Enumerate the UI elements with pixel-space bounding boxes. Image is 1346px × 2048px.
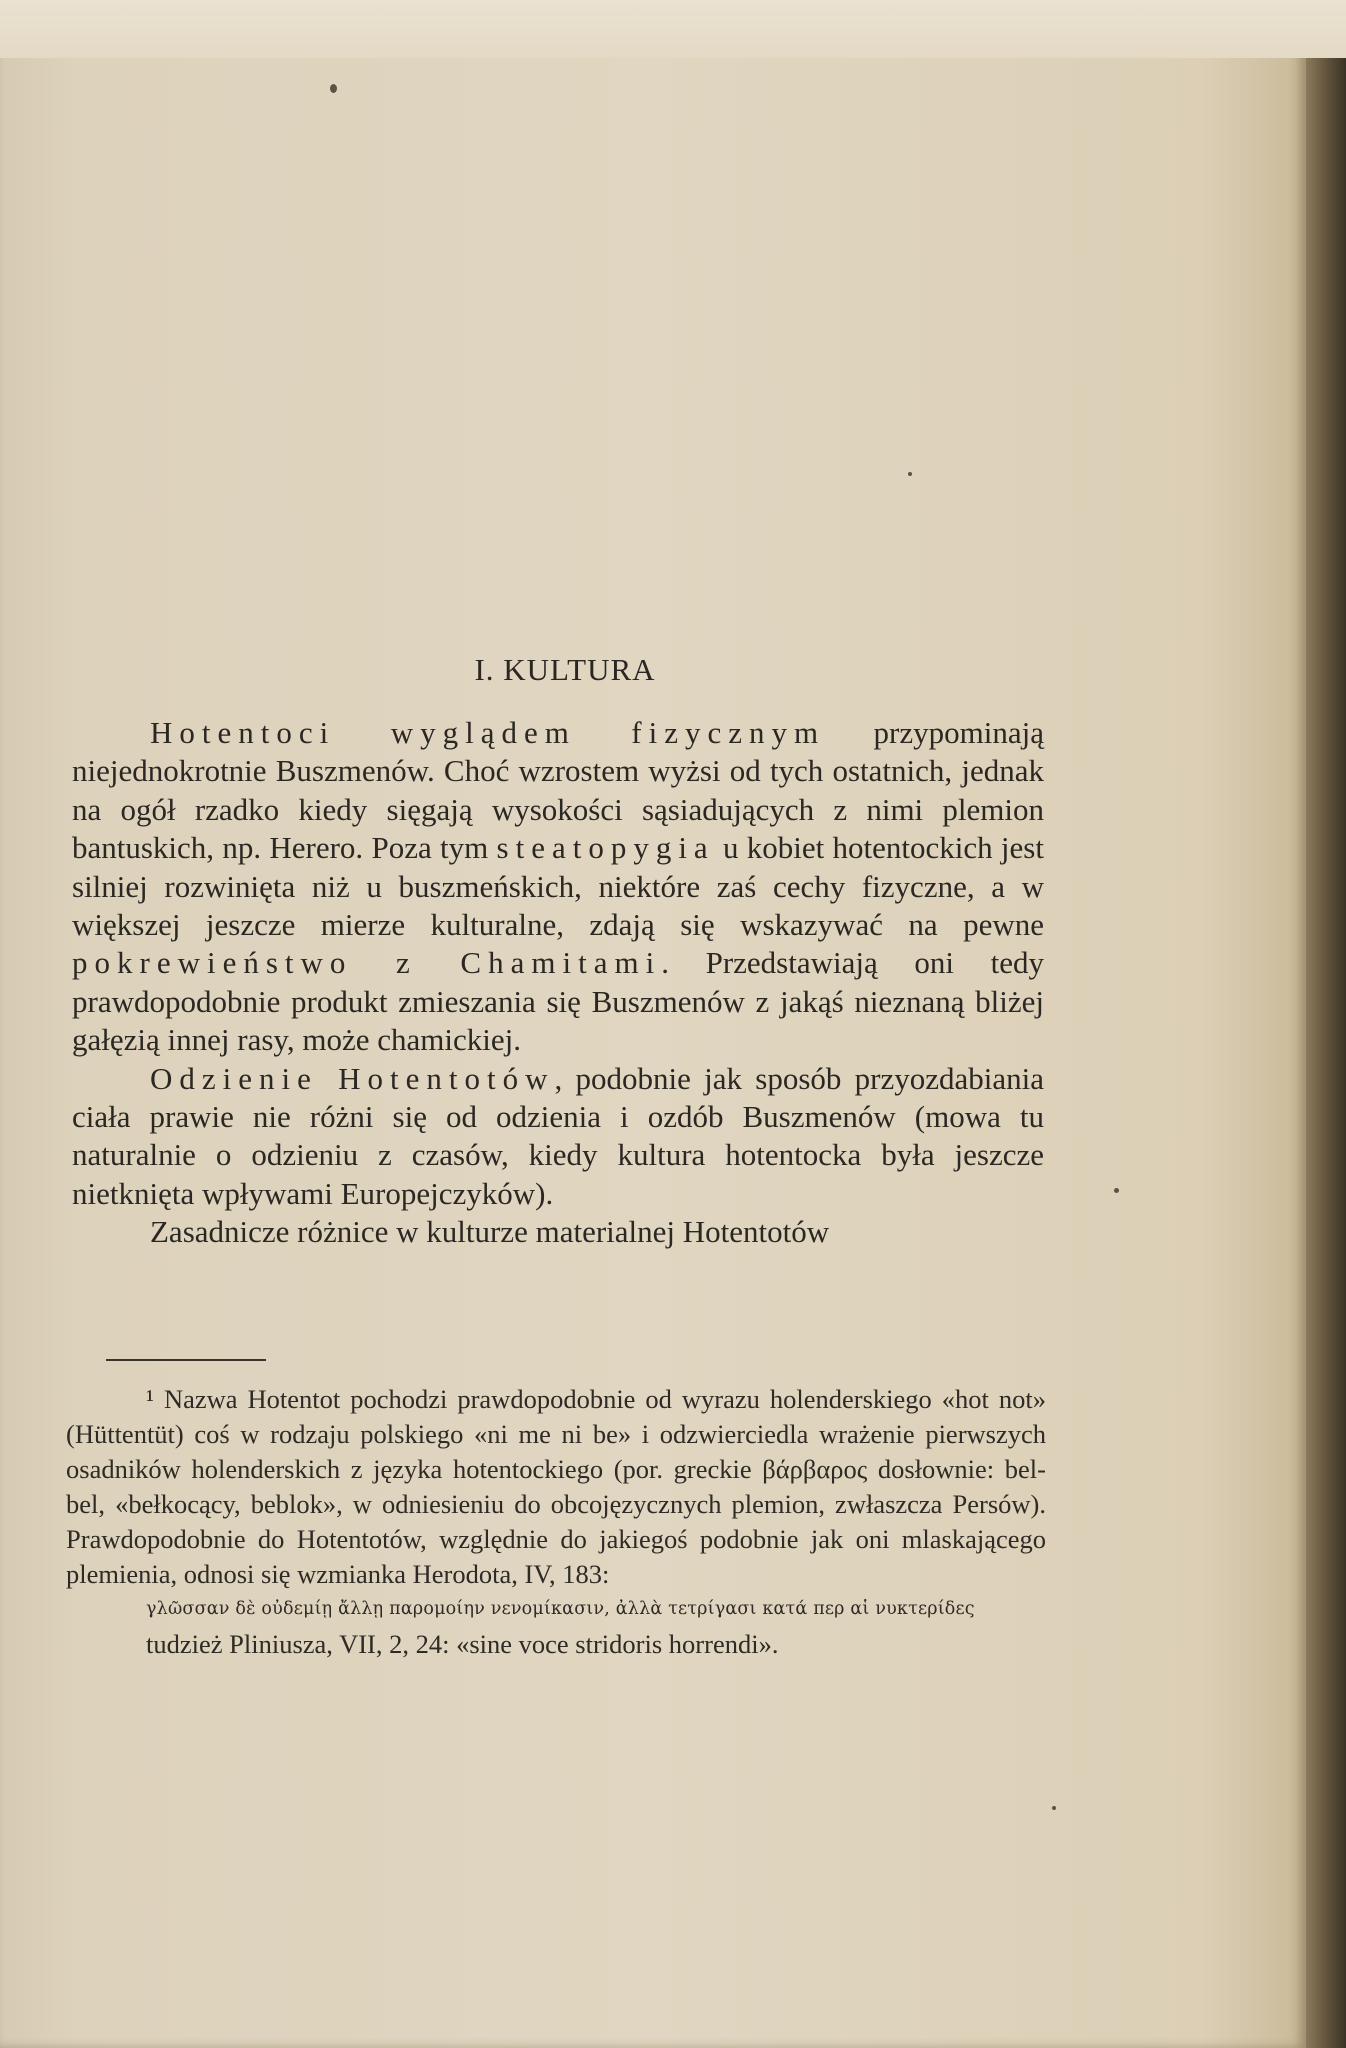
footnote-rule: [106, 1359, 266, 1361]
paragraph-text: u kobiet hotentockich jest silniej rozwinięta niż u buszmeńskich, niektóre zaś cechy fizyczne, a w większej jeszcze mierze kulturalne, zdają się wskazywać na pewne: [72, 830, 1044, 943]
paragraph: [72, 1213, 1044, 1251]
footnote-greek-quote: γλῶσσαν δὲ οὐδεμίῃ ἄλλῃ παρομοίην νενομίκασιν, ἀλλὰ τετρίγασι κατά περ αἱ νυκτερίδες: [146, 1599, 975, 1619]
footnote-text: Nazwa Hotentot pochodzi prawdopodobnie od wyrazu holenderskiego «hot not» (Hüttentüt) coś w rodzaju polskiego «ni me ni be» i odzwierciedla wrażenie pierwszych osadników holenderskich z języka hotentockiego (por. greckie βάρβαρος dosłownie: bel-bel, «bełkocący, beblok», w odniesieniu do obcojęzycznych plemion, zwłaszcza Persów). Prawdopodobnie do Hotentotów, względnie do jakiegoś podobnie jak oni mlaskającego plemienia, odnosi się wzmianka Herodota, IV, 183:: [66, 1384, 1046, 1589]
emphasis-spaced: Hotentoci wyglądem fizycznym: [150, 715, 826, 750]
paragraph-text: , podobnie jak sposób przyozdabiania ciała prawie nie różni się od odzienia i ozdób Buszmenów (mowa tu naturalnie o odzieniu z czasów, kiedy kultura hotentocka była jeszcze nietknięta wpływami Europejczyków).: [72, 1060, 1045, 1211]
paragraph: [72, 714, 1044, 1060]
book-edge: [1306, 55, 1346, 2048]
emphasis-spaced: pokrewieństwo z Chamitami: [72, 945, 662, 981]
chapter-title: I. KULTURA: [474, 652, 656, 687]
emphasis-spaced: Odzienie Hotentotów: [150, 1060, 555, 1096]
footnote-last-line: tudzież Pliniusza, VII, 2, 24: «sine voce stridoris horrendi».: [146, 1629, 779, 1659]
paper-speck: [908, 472, 912, 476]
paragraph-text: przypominają niejednokrotnie Buszmenów. Choć wzrostem wyżsi od tych ostatnich, jednak na ogół rzadko kiedy sięgają wysokości sąsiadujących z nimi plemion bantuskich, np. Herero. Poza tym: [72, 715, 1044, 866]
paragraph: [72, 1060, 1044, 1214]
paper-speck: [1114, 1188, 1119, 1193]
page-top-edge: [0, 0, 1346, 58]
paragraph-text: . Przedstawiają oni tedy prawdopodobnie produkt zmieszania się Buszmenów z jakąś nieznaną bliżej gałęzią innej rasy, może chamickiej.: [72, 945, 1044, 1058]
footnote: [66, 1382, 1046, 1662]
body-text: [72, 714, 1044, 1252]
footnote-marker: ¹: [146, 1384, 154, 1414]
paper-speck: [330, 84, 337, 93]
paragraph-text: Zasadnicze różnice w kulturze materialnej Hotentotów: [150, 1214, 830, 1250]
paper-speck: [1052, 1806, 1056, 1810]
emphasis-spaced: steatopygia: [496, 830, 715, 866]
